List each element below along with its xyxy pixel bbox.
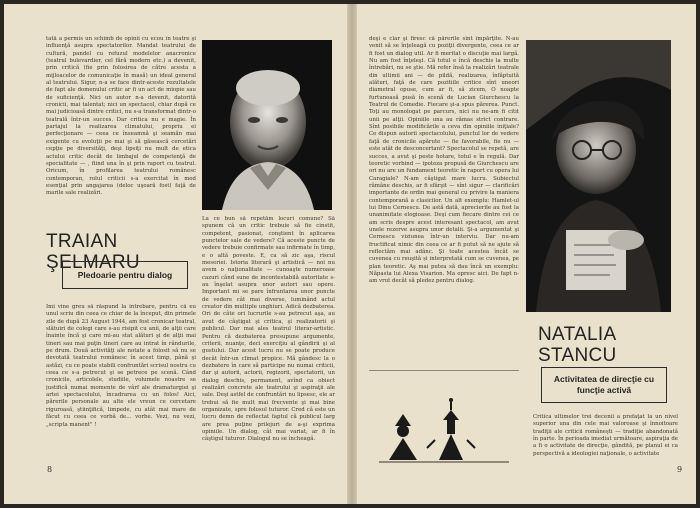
right-col1-text: deşi e clar şi firesc că părerile sînt împărţite. N-au venit să se înţeleagă cu poziţii divergente, ceea ce ar fi fost un dialog util. Ar fi meritat o discuţie mai largă. Nu am fost înţeleşi. Că totul e încă deschis la multe întrebări, nu se ştie. Mă refer însă la realizări teatrale din ultimii ani — de pildă, realizarea, înfăptuită alături, faţă de care pozitiile critice sînt uneori diametral opuse, cum ar fi, să zicem, O noapte furtunoasă pusă în scenă de Lucian Giurchescu la Teatrul de Comedie. Fiecare şi-a spus părerea. Punct. Toţi au monologat pe parcurs, nici nu ne-am fi citit unii pe alţii. Opiniile una au rămas strict contrare. Sînt posibile modificările a ceva din opiniile iniţiale? Ce dispun autorii spectacolului, punctul lor de vedere faţă de cronicile apărute — fie favorabile, fie nu — este atât de desconcertant? Spectacolul se repetă, are succes, a avut şi peste hotare, totul e în regulă. Dar teoretic vorbind — ipoteza propusă de Giurchescu are ori nu are un fundament teoretic în raport cu opera lui Caragiale? N-am câştigat mare lucru. Subiectul rămâne deschis, ar fi sfârşit — sînt sigur — clarificări importante de ordin mai general cu privire la maniera contemporană a clasicilor. Un alt exemplu: Hamlet-ul lui Dinu Cernescu. De astă dată, aprecierile au fost la unanimitate elogioase. Deşi cum fiecare dintre cei ce am scris despre acest interesant spectacol, am avut unele rezerve asupra unor detalii. Şi-a argumentat şi Cernescu viziunea într-un interviu. Dar nu-am fructificat nimic din ceea ce ar fi putut să ne ajute să reflectăm mai adânc. Şi toate acestea încât se cuvenea cu reuşită și interpretată cum se cuvenea, pe plan teoretic. Aş mai putea să dau încă un exemplu: Năpasta lui Alexa Visarion. Ma opresc aici. De fapt n-am vrut decât să pledez pentru dialog. [369, 36, 519, 285]
portrait-photo-natalia-stancu-icon [526, 40, 671, 312]
author-photo-left [202, 40, 332, 210]
author-name-left: TRAIAN ŞELMARU [46, 231, 140, 273]
page-number-left: 8 [47, 465, 53, 474]
spread-gutter [347, 4, 357, 504]
article-title-box-left: Pledoarie pentru dialog [62, 261, 188, 289]
figurines-illustration [369, 376, 519, 466]
left-page [4, 4, 347, 504]
left-col1-top-text: tată a permis un schimb de opinii cu ecou în teatre şi influenţă asupra spectatorilor. Mandat teatrului de cultură, pandel cu refuzul modelelor anacronice (teatrul bulevardier, cel fără modern etc.) a devenit, prin critică (fie prin folosirea de către acesta a mijloacelor de comunicaţie în masă) un ideal general al teatrului. Sigur, n-a se face dintr-aceste rezultatele de fapt ale domenului critic ar fi un act de miopie sau de suficienţă. Nici un autor n-a devenit, datorită cronicii, mai talentat; nici un spectacol, chiar după ce mai judicioasă dintre critici, nu s-a transformat dintr-o teatrală într-un succes. Dar critica nu e magie. În partajul la realizarea climatului, propriu ei perfecţionare — ceea ce înseamnă şi seamăn mai exigente cu evoluţii pe mai şi să găsească cercetări cepţie pe diversităţi, deşi lipsiţi nu mult de etica actului critic decât de limbajul de competenţă de specialitate — , fiind una în şi prin raport cu teatrul. Oricum, în profilarea teatrului românesc contemporan, rolul criticii s-a exercitat în mod esenţial prin angajarea (deloc uşoară fost) faţă de marile sale realizări. [46, 36, 196, 197]
page-number-right: 9 [677, 465, 683, 474]
author-name-right: NATALIA STANCU [538, 324, 617, 366]
chess-figurines-icon [369, 376, 519, 466]
right-col2-bottom-text: Critica ultimelor trei decenii a prefaţat la un nivel superior una din cele mai valoroase şi înnoitoare tradiţii ale criticii româneşti — tradiţie abandonată în parte. În perioada imediat următoare, aspiraţia de a fi o activitate de direcţie, gândită, pe planul ei ca perspectivă a ideologiei naţionale, o activitate [533, 414, 678, 457]
article-title-box-right: Activitatea de direcţie cu funcţie activă [541, 367, 667, 403]
left-col2-text: La ce bun să repetăm locuri comune? Să spunem că un critic trebuie să fie cinstit, competent, pasionat, conştient în aplicarea punctelor sale de vedere? Că aceste puncte de vedere trebuie confirmate sau infirmate în timp, e o altă poveste. E, ca să zic aşa, riscul meseriei. Istoria literară şi artistică — noi nu avem o naţionalitate — cunoaşte numeroase cazuri când sune de incontestabilă autoritate s-au înşelat asupra unor autori sau opere. Important mi se pare înfruntarea unor puncte de vedere cât mai diverse, luminând actul creator din multiple unghiuri. Adică dezbaterea. Ori de câte ori lucrurile s-au petrecut aşa, au avut de câştigat şi critica, şi realizatorii şi publicul. Dar mai ales teatrul literar-artistic. Pentru că dezbaterea presupune argumente, criterii, nuanţe, deci exerciţiu al gândirii şi al gustului. Dar acest lucru nu se poate produce decât într-un climat propice. Mă gândesc la o dezbatere în care să participe nu numai criticii, dar şi autorii, actorii, regizorii, spectatorii, un dialog deschis, permanent, avînd ca obiect realizări concrete ale teatrului şi aspiraţii ale sale. Deşi astfel de confruntări nu lipsesc, ele ar trebui să fie mult mai frecvente şi mai bine organizate, spre folosul tuturor. Cred că este un lucru demn de reflectat faptul că publicul larg are prea puţine prilejuri de a-şi exprima opiniile. Un dialog, cât mai variat, ar fi în câştigul tuturor. Dialogul nu se încheagă. [202, 216, 335, 443]
separator-line [369, 370, 519, 371]
magazine-spread [4, 4, 696, 504]
right-page [357, 4, 696, 504]
author-photo-right [526, 40, 671, 312]
portrait-photo-traian-selmaru-icon [202, 40, 332, 210]
left-col1-bottom-text: Îmi vine greu să răspund la întrebare, pentru că eu unul scriu din ceea ce chiar de la început, din primele zile de după 23 August 1944, am fost cronicar teatral, slătuiri de colegi care s-au risipit cu anii, de alţii care înainte încă şi care mi-au stat alături şi de alţii mai tineri sau mai puţin tineri care au intrat în rândurile, pe drum. Două activităţi ale notate a folosit să nu se devotată teatrului românesc în acest timp, până şi astăzi, cu ce poate stabili confruntări scrisul nostru cu ceea ce s-a petrecut şi se petrece pe scenă. Când cronicile, articolele, studiile, volumele noastre se justifică numai momente de vârf ale dramaturgiei şi artei spectacolului, încadrarea cu un folos! Aici, părerile personale au alte ele vreun ce cercetare riguroasă, ştiinţifică, limpede, cu atât mai mare de făcut cu ceea ce vorbă de... vorbe. Vezi, nu vezi, „scripta manent" ! [46, 304, 196, 428]
